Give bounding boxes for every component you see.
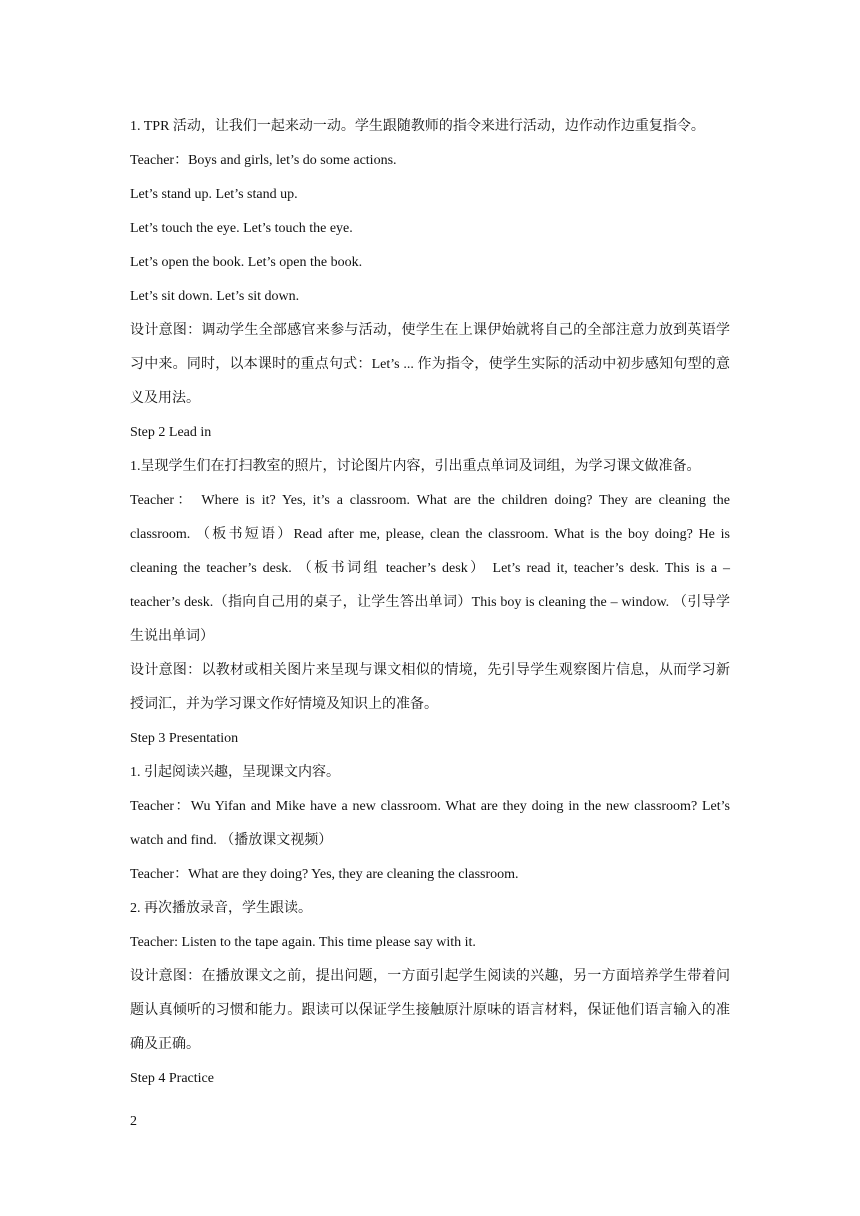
paragraph-design-intent-1: 设计意图：调动学生全部感官来参与活动，使学生在上课伊始就将自己的全部注意力放到英语学习中来。同时，以本课时的重点句式：Let’s ... 作为指令，使学生实际的活动中初步感知句型的意义及用法。 — [130, 323, 730, 406]
paragraph-teacher-actions: Teacher：Boys and girls, let’s do some actions. — [130, 153, 397, 168]
document-body — [130, 110, 730, 1096]
paragraph-teacher-new-classroom: Teacher：Wu Yifan and Mike have a new classroom. What are they doing in the new classroom? Let’s watch and find. （播放课文视频） — [130, 799, 730, 848]
heading-step-2: Step 2 Lead in — [130, 425, 212, 440]
paragraph-sit-down: Let’s sit down. Let’s sit down. — [130, 289, 300, 304]
paragraph-design-intent-2: 设计意图：以教材或相关图片来呈现与课文相似的情境，先引导学生观察图片信息，从而学习新授词汇，并为学习课文作好情境及知识上的准备。 — [130, 663, 730, 712]
heading-step-3: Step 3 Presentation — [130, 731, 239, 746]
paragraph-teacher-classroom: Teacher： Where is it? Yes, it’s a classroom. What are the children doing? They are cleaning the classroom. （板书短语）Read after me, please, clean the classroom. What is the boy doing? He is cleaning the teacher’s desk. （板书词组 teacher’s desk） Let’s read it, teacher’s desk. This is a – teacher’s desk.（指向自己用的桌子，让学生答出单词）This boy is cleaning the – window. （引导学生说出单词） — [130, 493, 730, 644]
paragraph-lead-in-photo: 1.呈现学生们在打扫教室的照片，讨论图片内容，引出重点单词及词组，为学习课文做准备。 — [130, 459, 701, 474]
paragraph-teacher-cleaning: Teacher：What are they doing? Yes, they are cleaning the classroom. — [130, 867, 519, 882]
paragraph-design-intent-3: 设计意图：在播放课文之前，提出问题，一方面引起学生阅读的兴趣，另一方面培养学生带着问题认真倾听的习惯和能力。跟读可以保证学生接触原汁原味的语言材料，保证他们语言输入的准确及正确。 — [130, 969, 730, 1052]
paragraph-replay-recording: 2. 再次播放录音，学生跟读。 — [130, 901, 312, 916]
paragraph-touch-eye: Let’s touch the eye. Let’s touch the eye. — [130, 221, 353, 236]
heading-step-4: Step 4 Practice — [130, 1071, 214, 1086]
paragraph-teacher-listen: Teacher: Listen to the tape again. This time please say with it. — [130, 935, 476, 950]
paragraph-open-book: Let’s open the book. Let’s open the book. — [130, 255, 363, 270]
paragraph-stand-up: Let’s stand up. Let’s stand up. — [130, 187, 298, 202]
page-number: 2 — [130, 1114, 137, 1129]
paragraph-reading-interest: 1. 引起阅读兴趣，呈现课文内容。 — [130, 765, 340, 780]
paragraph-tpr-activity: 1. TPR 活动，让我们一起来动一动。学生跟随教师的指令来进行活动，边作动作边重复指令。 — [130, 119, 705, 134]
